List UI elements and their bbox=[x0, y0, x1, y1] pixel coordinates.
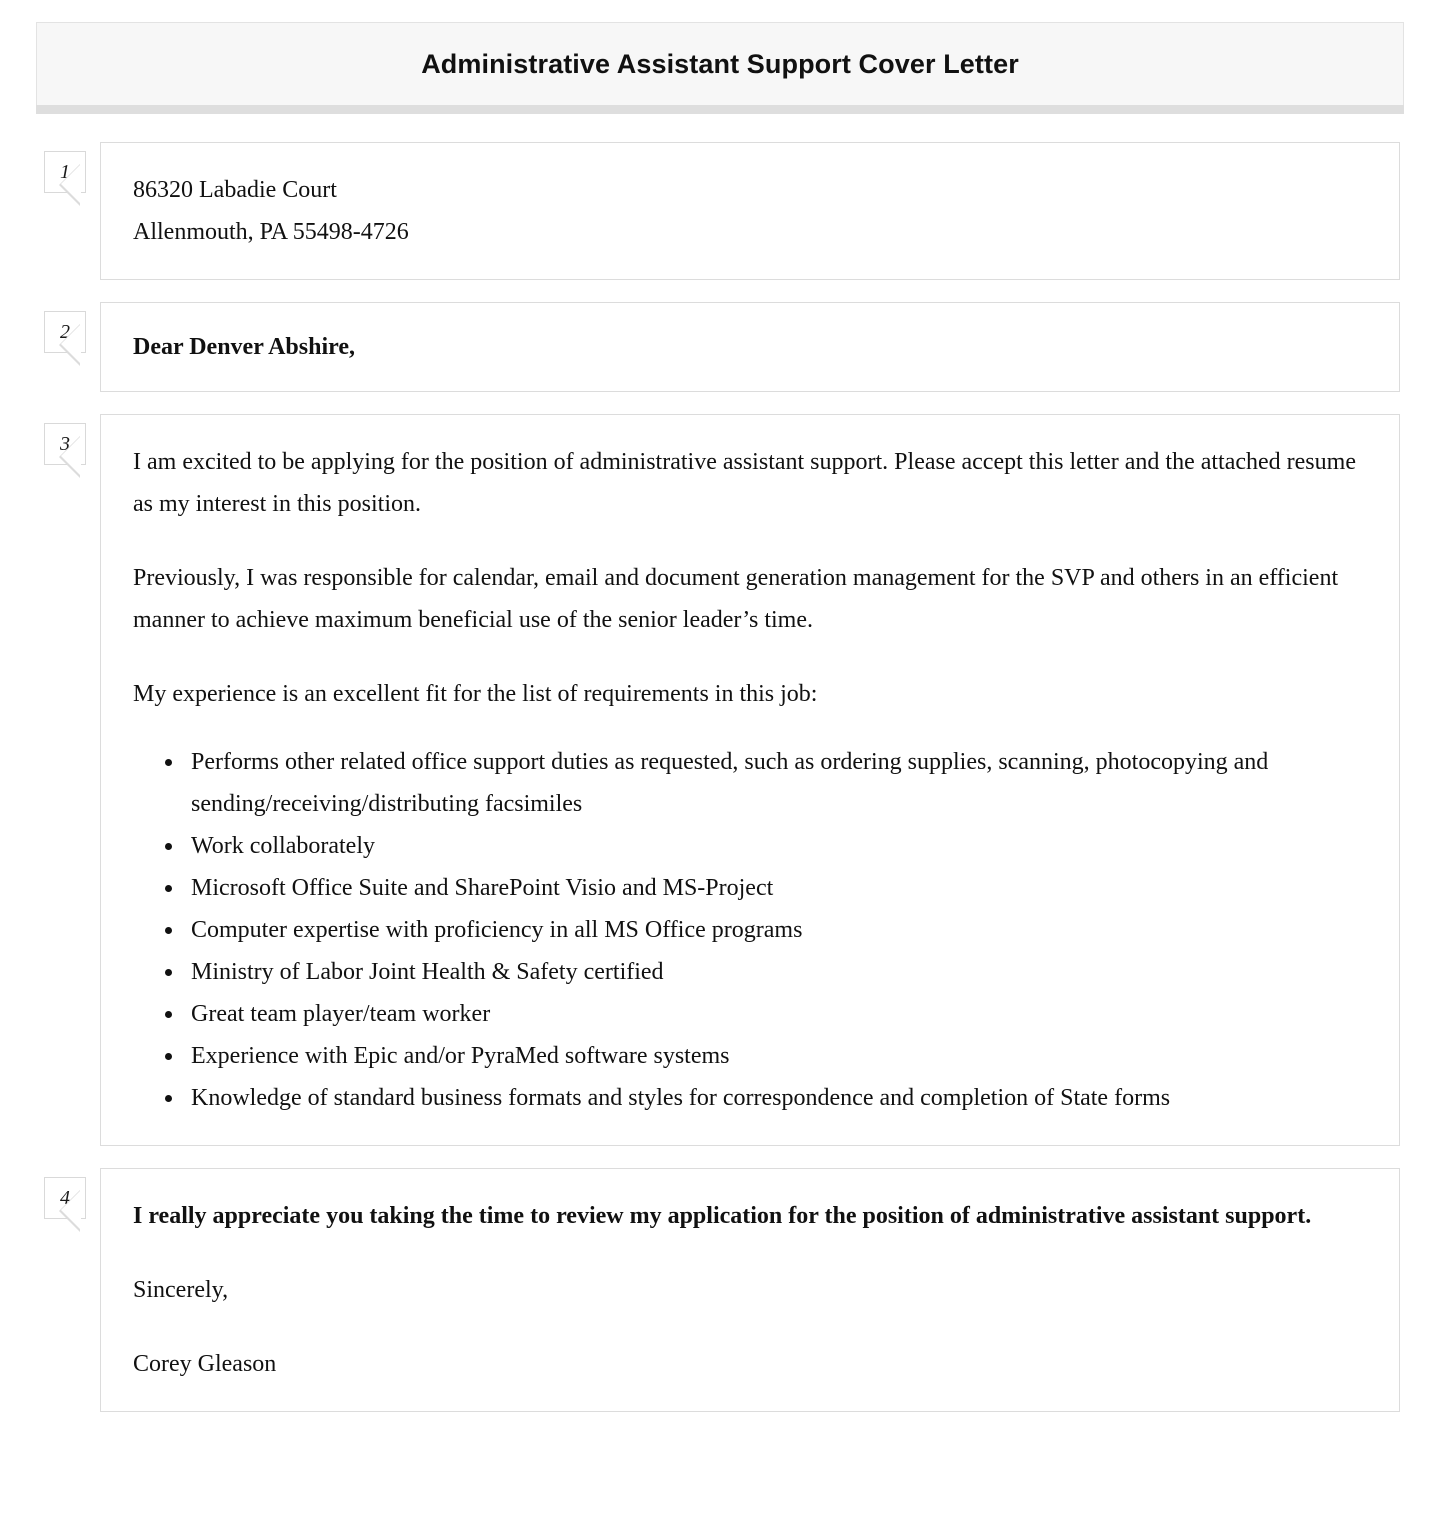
block-number-badge[interactable]: 2 bbox=[44, 311, 86, 353]
closing-signature: Corey Gleason bbox=[133, 1351, 277, 1377]
list-item: • Ministry of Labor Joint Health & Safety certified bbox=[185, 951, 1359, 993]
cover-letter-page bbox=[0, 22, 1440, 1438]
address-line-2: Allenmouth, PA 55498-4726 bbox=[133, 219, 409, 245]
letter-block-salutation bbox=[0, 302, 1440, 392]
callout-tail-inner-icon bbox=[61, 164, 81, 204]
closing-callout[interactable] bbox=[100, 1168, 1400, 1412]
list-item: • Knowledge of standard business formats and styles for correspondence and completion of State forms bbox=[185, 1077, 1359, 1119]
list-item: • Work collaborately bbox=[185, 825, 1359, 867]
callout-tail-inner-icon bbox=[61, 324, 81, 364]
document-header bbox=[36, 22, 1404, 105]
list-item: • Experience with Epic and/or PyraMed software systems bbox=[185, 1035, 1359, 1077]
letter-blocks bbox=[0, 114, 1440, 1438]
callout-tail-inner-icon bbox=[61, 436, 81, 476]
body-paragraph-1: I am excited to be applying for the position of administrative assistant support. Please accept this letter and the attached resume as my interest in this position. bbox=[133, 449, 1356, 517]
callout-tail-inner-icon bbox=[61, 1190, 81, 1230]
requirements-list bbox=[133, 741, 1359, 1119]
list-item: • Great team player/team worker bbox=[185, 993, 1359, 1035]
salutation-text: Dear Denver Abshire, bbox=[133, 334, 355, 360]
letter-block-body bbox=[0, 414, 1440, 1146]
block-number-badge[interactable]: 3 bbox=[44, 423, 86, 465]
block-number-badge[interactable]: 1 bbox=[44, 151, 86, 193]
callout-wrapper bbox=[80, 1168, 1400, 1412]
body-paragraph-3: My experience is an excellent fit for the list of requirements in this job: bbox=[133, 681, 818, 707]
list-item: • Performs other related office support duties as requested, such as ordering supplies, scanning, photocopying and sending/receiving/distributing facsimiles bbox=[185, 741, 1359, 825]
closing-signoff: Sincerely, bbox=[133, 1277, 229, 1303]
list-item: • Microsoft Office Suite and SharePoint Visio and MS-Project bbox=[185, 867, 1359, 909]
salutation-callout[interactable] bbox=[100, 302, 1400, 392]
block-number-badge[interactable]: 4 bbox=[44, 1177, 86, 1219]
list-item: • Computer expertise with proficiency in all MS Office programs bbox=[185, 909, 1359, 951]
address-callout[interactable] bbox=[100, 142, 1400, 280]
address-line-1: 86320 Labadie Court bbox=[133, 177, 337, 203]
closing-thanks: I really appreciate you taking the time to review my application for the position of administrative assistant support. bbox=[133, 1203, 1312, 1229]
header-divider bbox=[36, 105, 1404, 114]
letter-block-address bbox=[0, 142, 1440, 280]
letter-block-closing bbox=[0, 1168, 1440, 1412]
body-callout[interactable] bbox=[100, 414, 1400, 1146]
callout-wrapper bbox=[80, 414, 1400, 1146]
body-paragraph-2: Previously, I was responsible for calendar, email and document generation management for the SVP and others in an efficient manner to achieve maximum beneficial use of the senior leader’s time. bbox=[133, 565, 1339, 633]
callout-wrapper bbox=[80, 302, 1400, 392]
page-title: Administrative Assistant Support Cover Letter bbox=[421, 48, 1019, 79]
callout-wrapper bbox=[80, 142, 1400, 280]
